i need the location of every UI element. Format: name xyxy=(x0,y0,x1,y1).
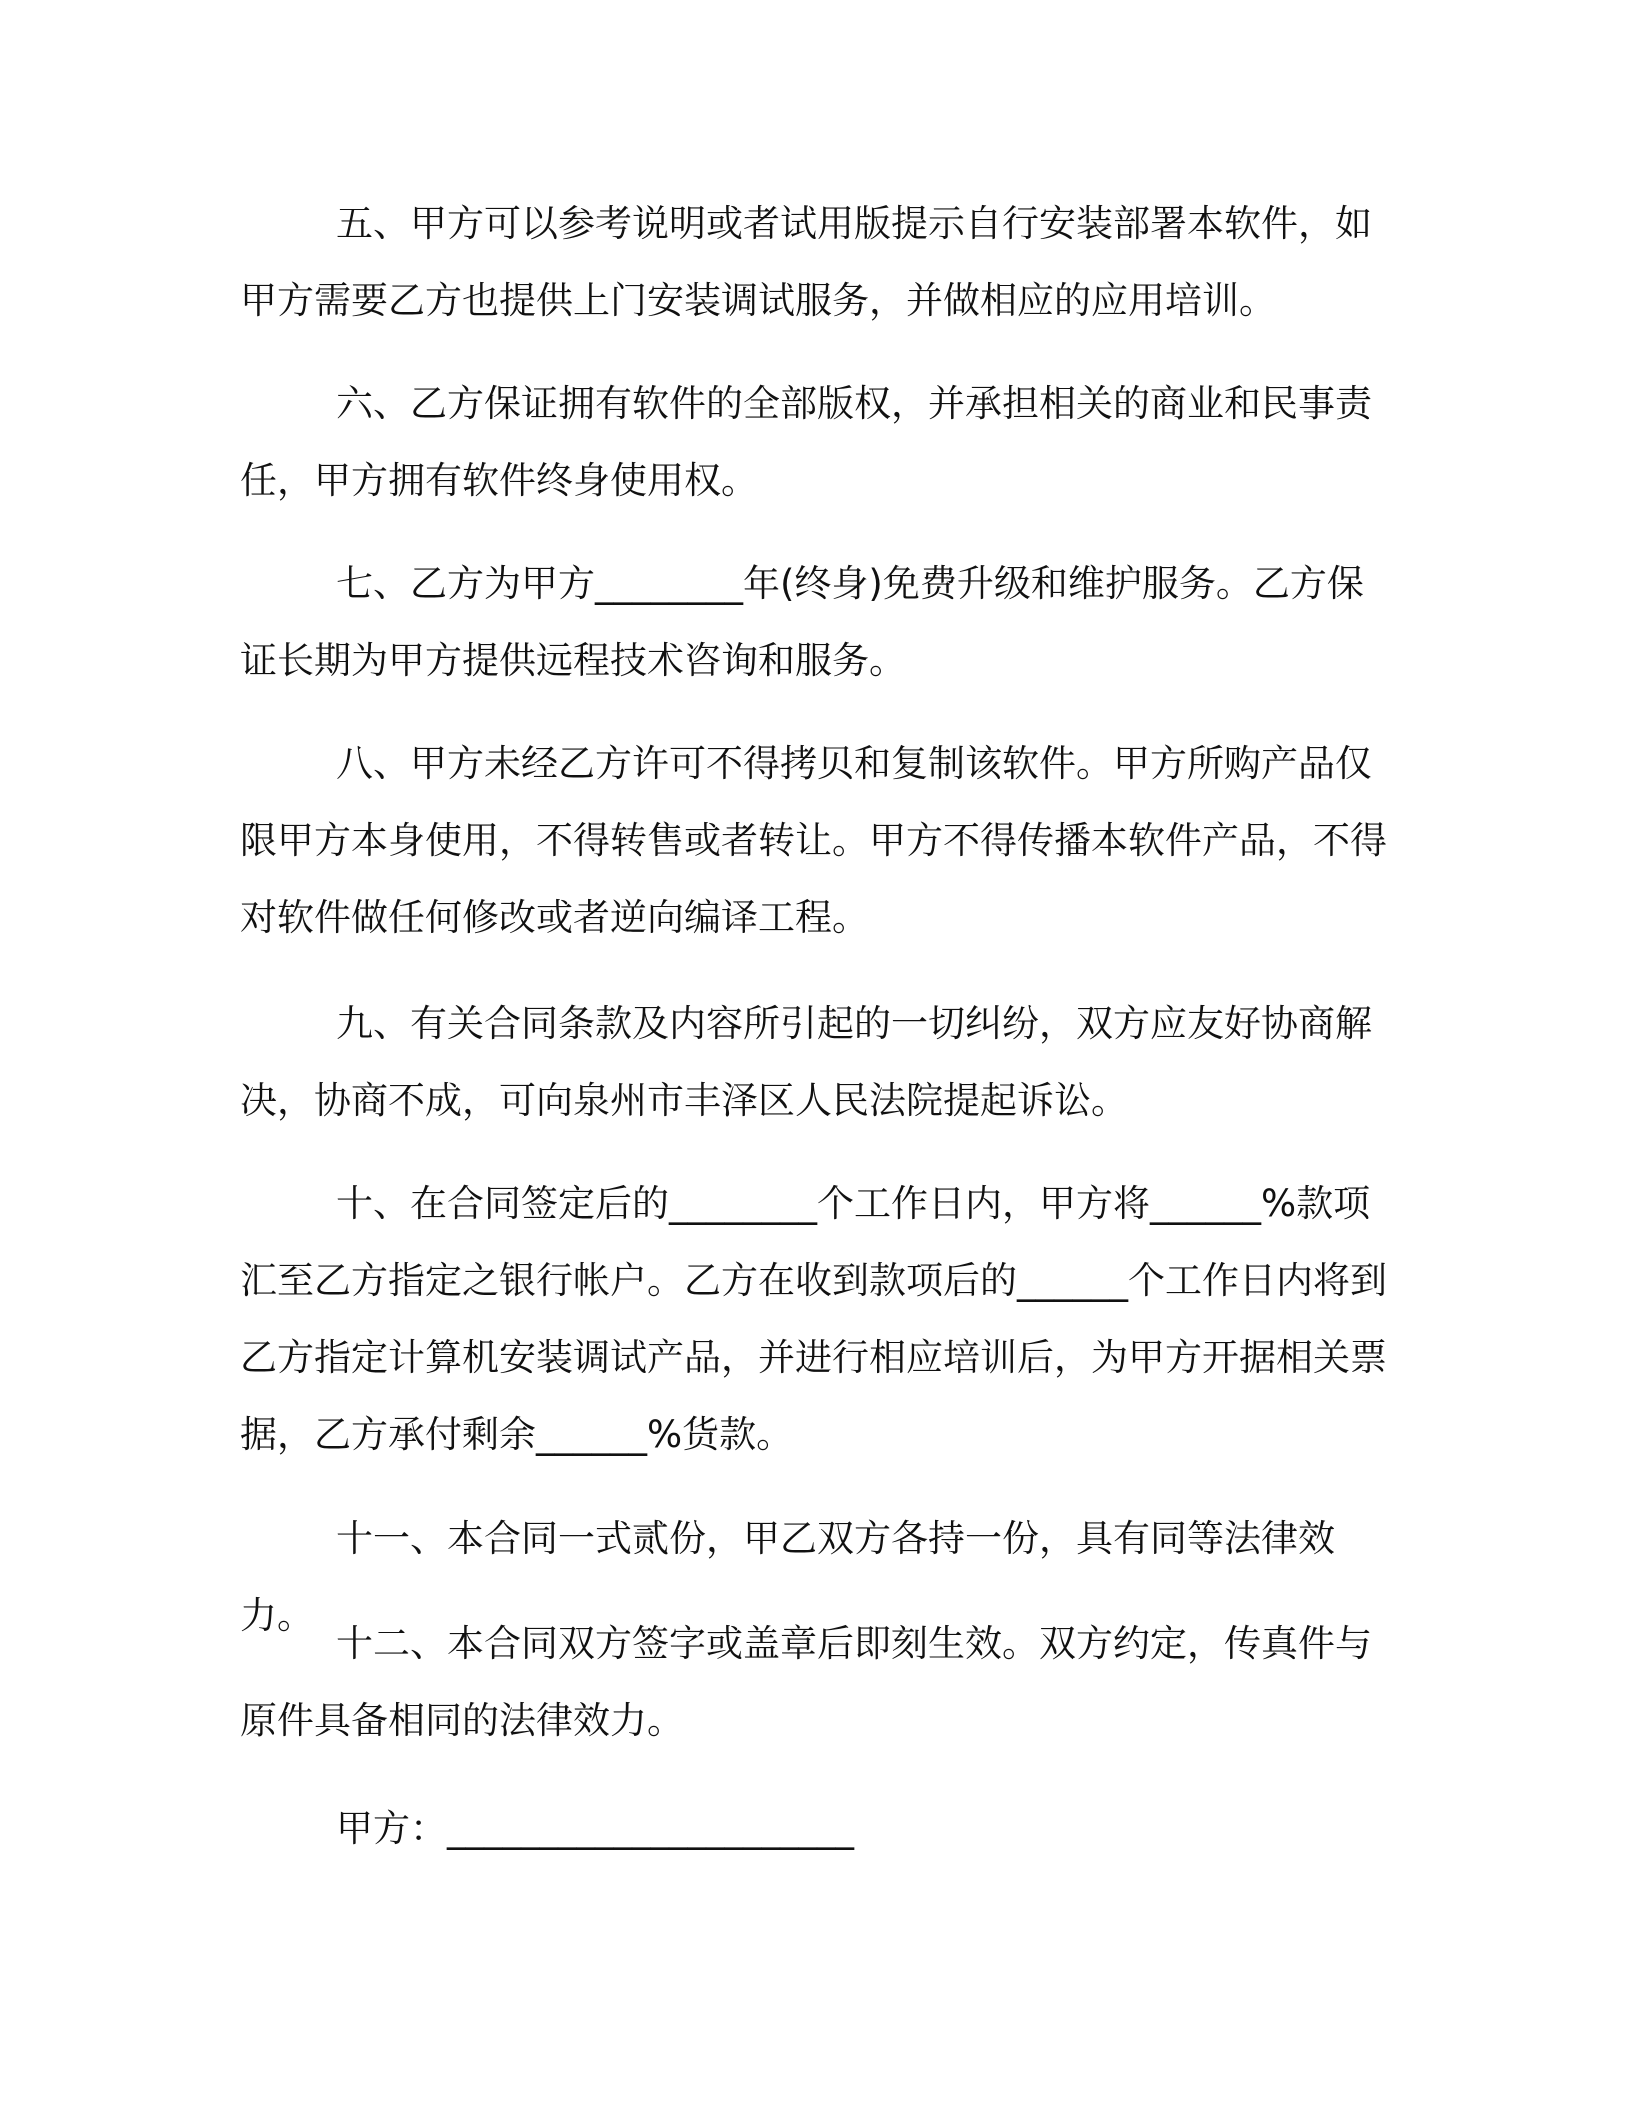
clause-twelve: 十二、本合同双方签字或盖章后即刻生效。双方约定，传真件与原件具备相同的法律效力。 xyxy=(240,1622,1372,1742)
clause-eleven: 十一、本合同一式贰份，甲乙双方各持一份，具有同等法律效力。 xyxy=(240,1517,1335,1637)
clause-five: 五、甲方可以参考说明或者试用版提示自行安装部署本软件，如甲方需要乙方也提供上门安装调试服务，并做相应的应用培训。 xyxy=(240,202,1372,322)
clause-eight: 八、甲方未经乙方许可不得拷贝和复制该软件。甲方所购产品仅限甲方本身使用，不得转售或者转让。甲方不得传播本软件产品，不得对软件做任何修改或者逆向编译工程。 xyxy=(240,742,1387,939)
party-a-signature-line: 甲方：______________________ xyxy=(336,1807,854,1850)
clause-six: 六、乙方保证拥有软件的全部版权，并承担相关的商业和民事责任，甲方拥有软件终身使用权。 xyxy=(240,382,1372,502)
clause-seven: 七、乙方为甲方________年(终身)免费升级和维护服务。乙方保证长期为甲方提供远程技术咨询和服务。 xyxy=(240,562,1364,682)
clause-nine: 九、有关合同条款及内容所引起的一切纠纷，双方应友好协商解决，协商不成，可向泉州市丰泽区人民法院提起诉讼。 xyxy=(240,1002,1372,1122)
clause-ten: 十、在合同签定后的________个工作日内，甲方将______%款项汇至乙方指定之银行帐户。乙方在收到款项后的______个工作日内将到乙方指定计算机安装调试产品，并进行相应培训后，为甲方开据相关票据，乙方承付剩余______%货款。 xyxy=(240,1182,1387,1456)
